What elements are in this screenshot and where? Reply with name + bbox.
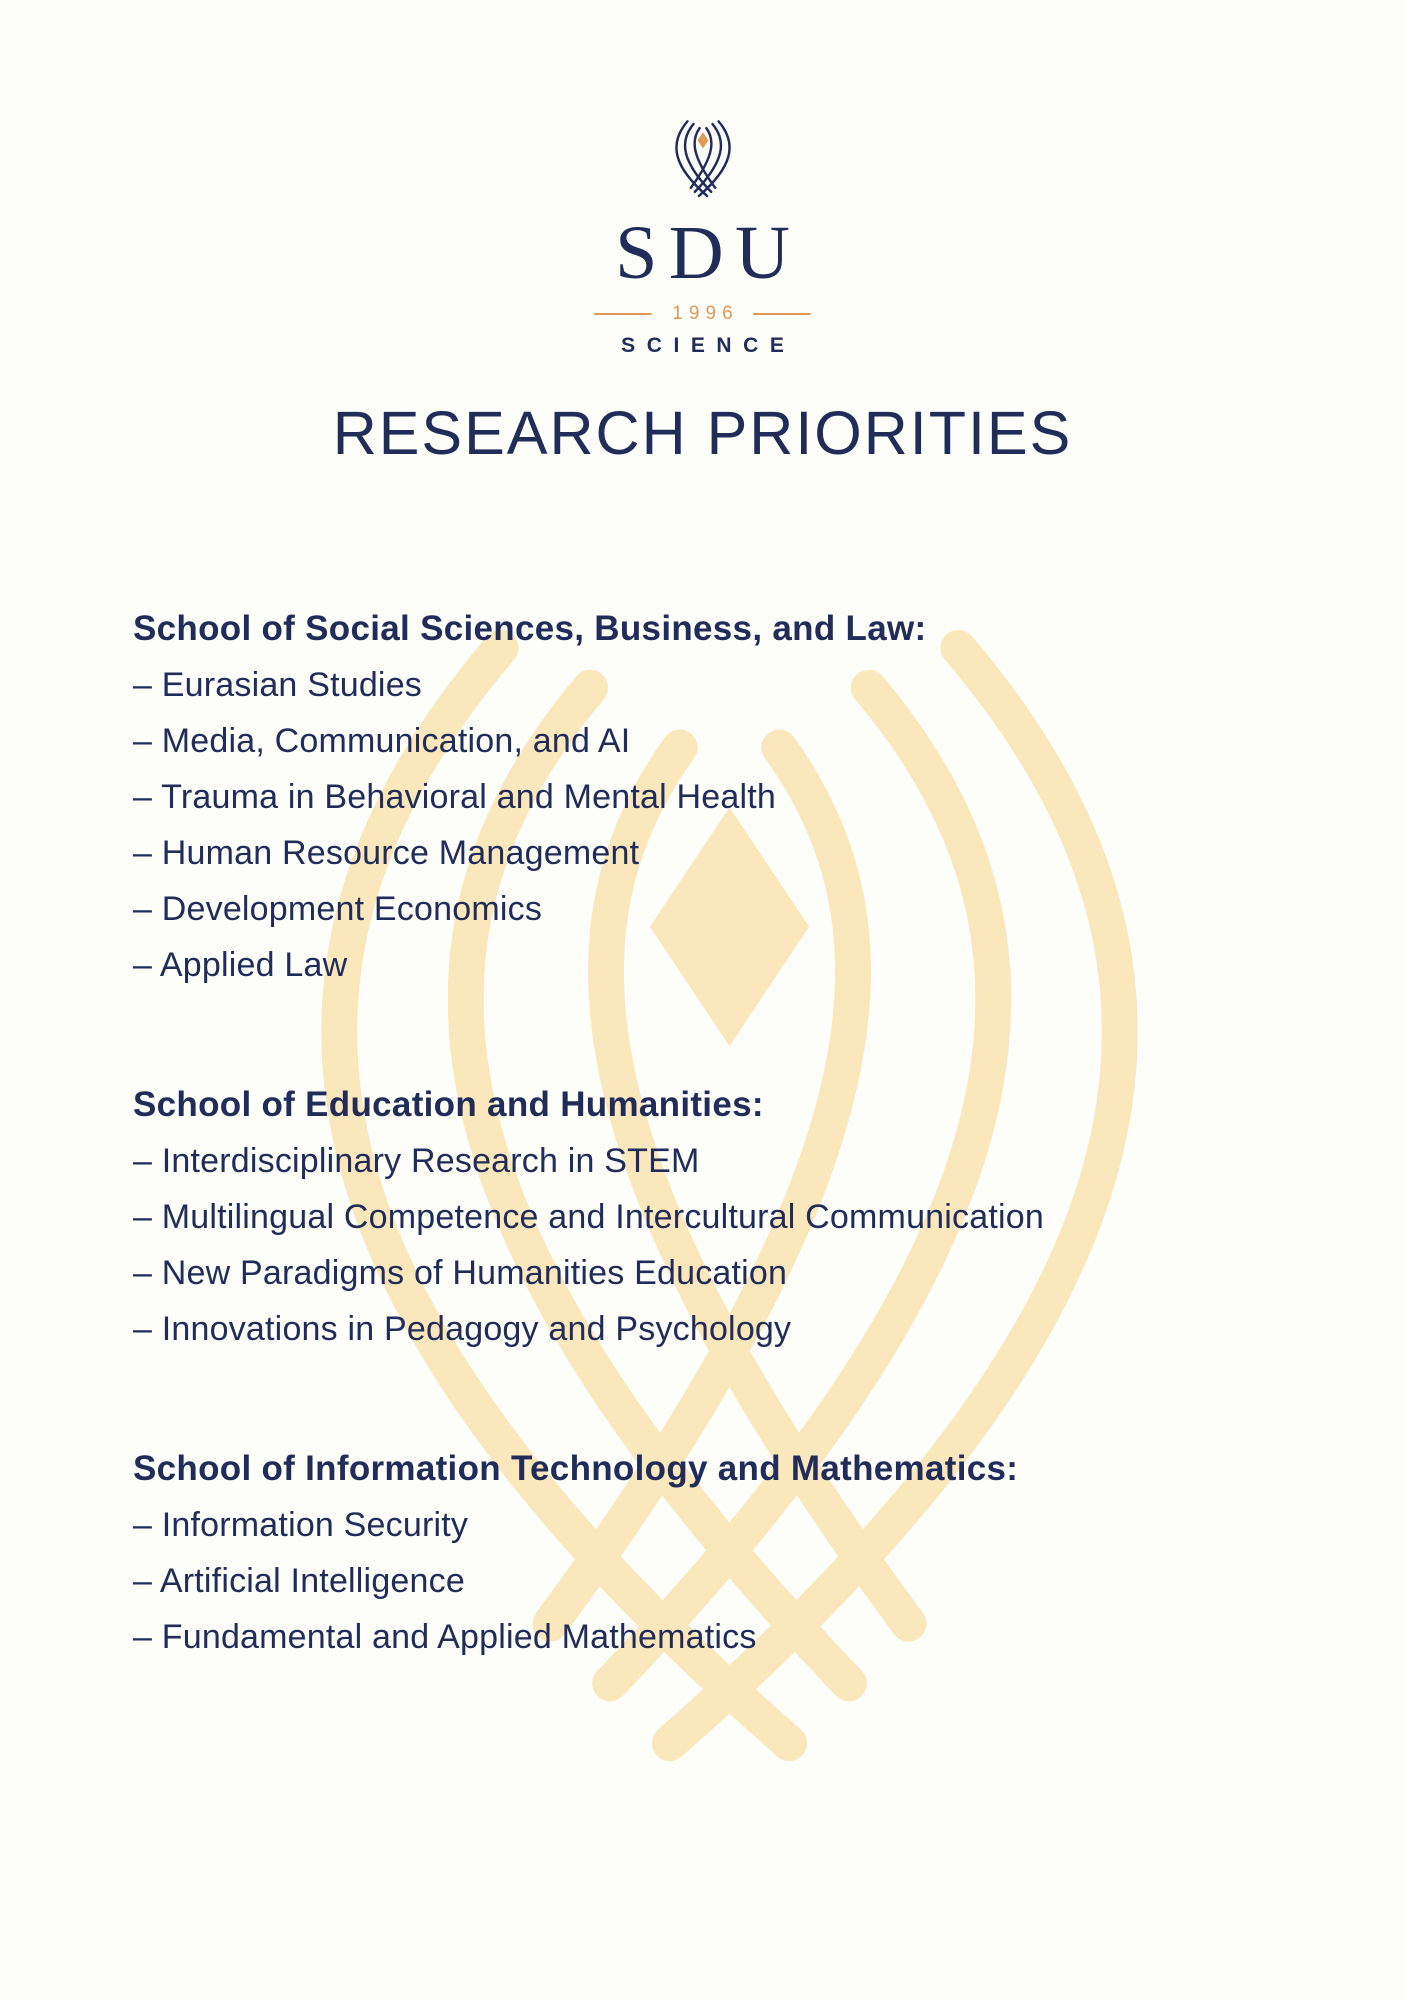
logo-year-divider [0, 303, 1405, 325]
research-priorities-content [133, 601, 1283, 1665]
research-item: – Fundamental and Applied Mathematics [133, 1618, 757, 1656]
research-item: – Human Resource Management [133, 834, 640, 872]
sdu-wings-emblem-icon [669, 120, 737, 198]
section-heading: School of Information Technology and Mathematics: [133, 1449, 1019, 1488]
section-it-mathematics [133, 1441, 1283, 1665]
divider-line-right [753, 313, 811, 315]
logo-year: 1996 [672, 303, 739, 324]
page-title: RESEARCH PRIORITIES [332, 399, 1073, 467]
research-item: – Multilingual Competence and Intercultural Communication [133, 1198, 1044, 1236]
divider-line-left [594, 313, 652, 315]
logo-division: SCIENCE [621, 334, 796, 357]
section-education-humanities [133, 1077, 1283, 1357]
research-item: – New Paradigms of Humanities Education [133, 1254, 788, 1292]
research-item: – Information Security [133, 1506, 469, 1544]
research-item: – Development Economics [133, 890, 543, 928]
research-item: – Innovations in Pedagogy and Psychology [133, 1310, 792, 1348]
research-item: – Applied Law [133, 946, 348, 984]
research-item: – Artificial Intelligence [133, 1562, 465, 1600]
research-item: – Interdisciplinary Research in STEM [133, 1142, 700, 1180]
section-heading: School of Education and Humanities: [133, 1085, 764, 1124]
research-item: – Eurasian Studies [133, 666, 422, 704]
research-item: – Trauma in Behavioral and Mental Health [133, 778, 777, 816]
sdu-logo [0, 120, 1405, 358]
research-item: – Media, Communication, and AI [133, 722, 631, 760]
section-heading: School of Social Sciences, Business, and Law: [133, 609, 927, 648]
section-social-sciences [133, 601, 1283, 993]
logo-acronym: SDU [615, 211, 802, 295]
